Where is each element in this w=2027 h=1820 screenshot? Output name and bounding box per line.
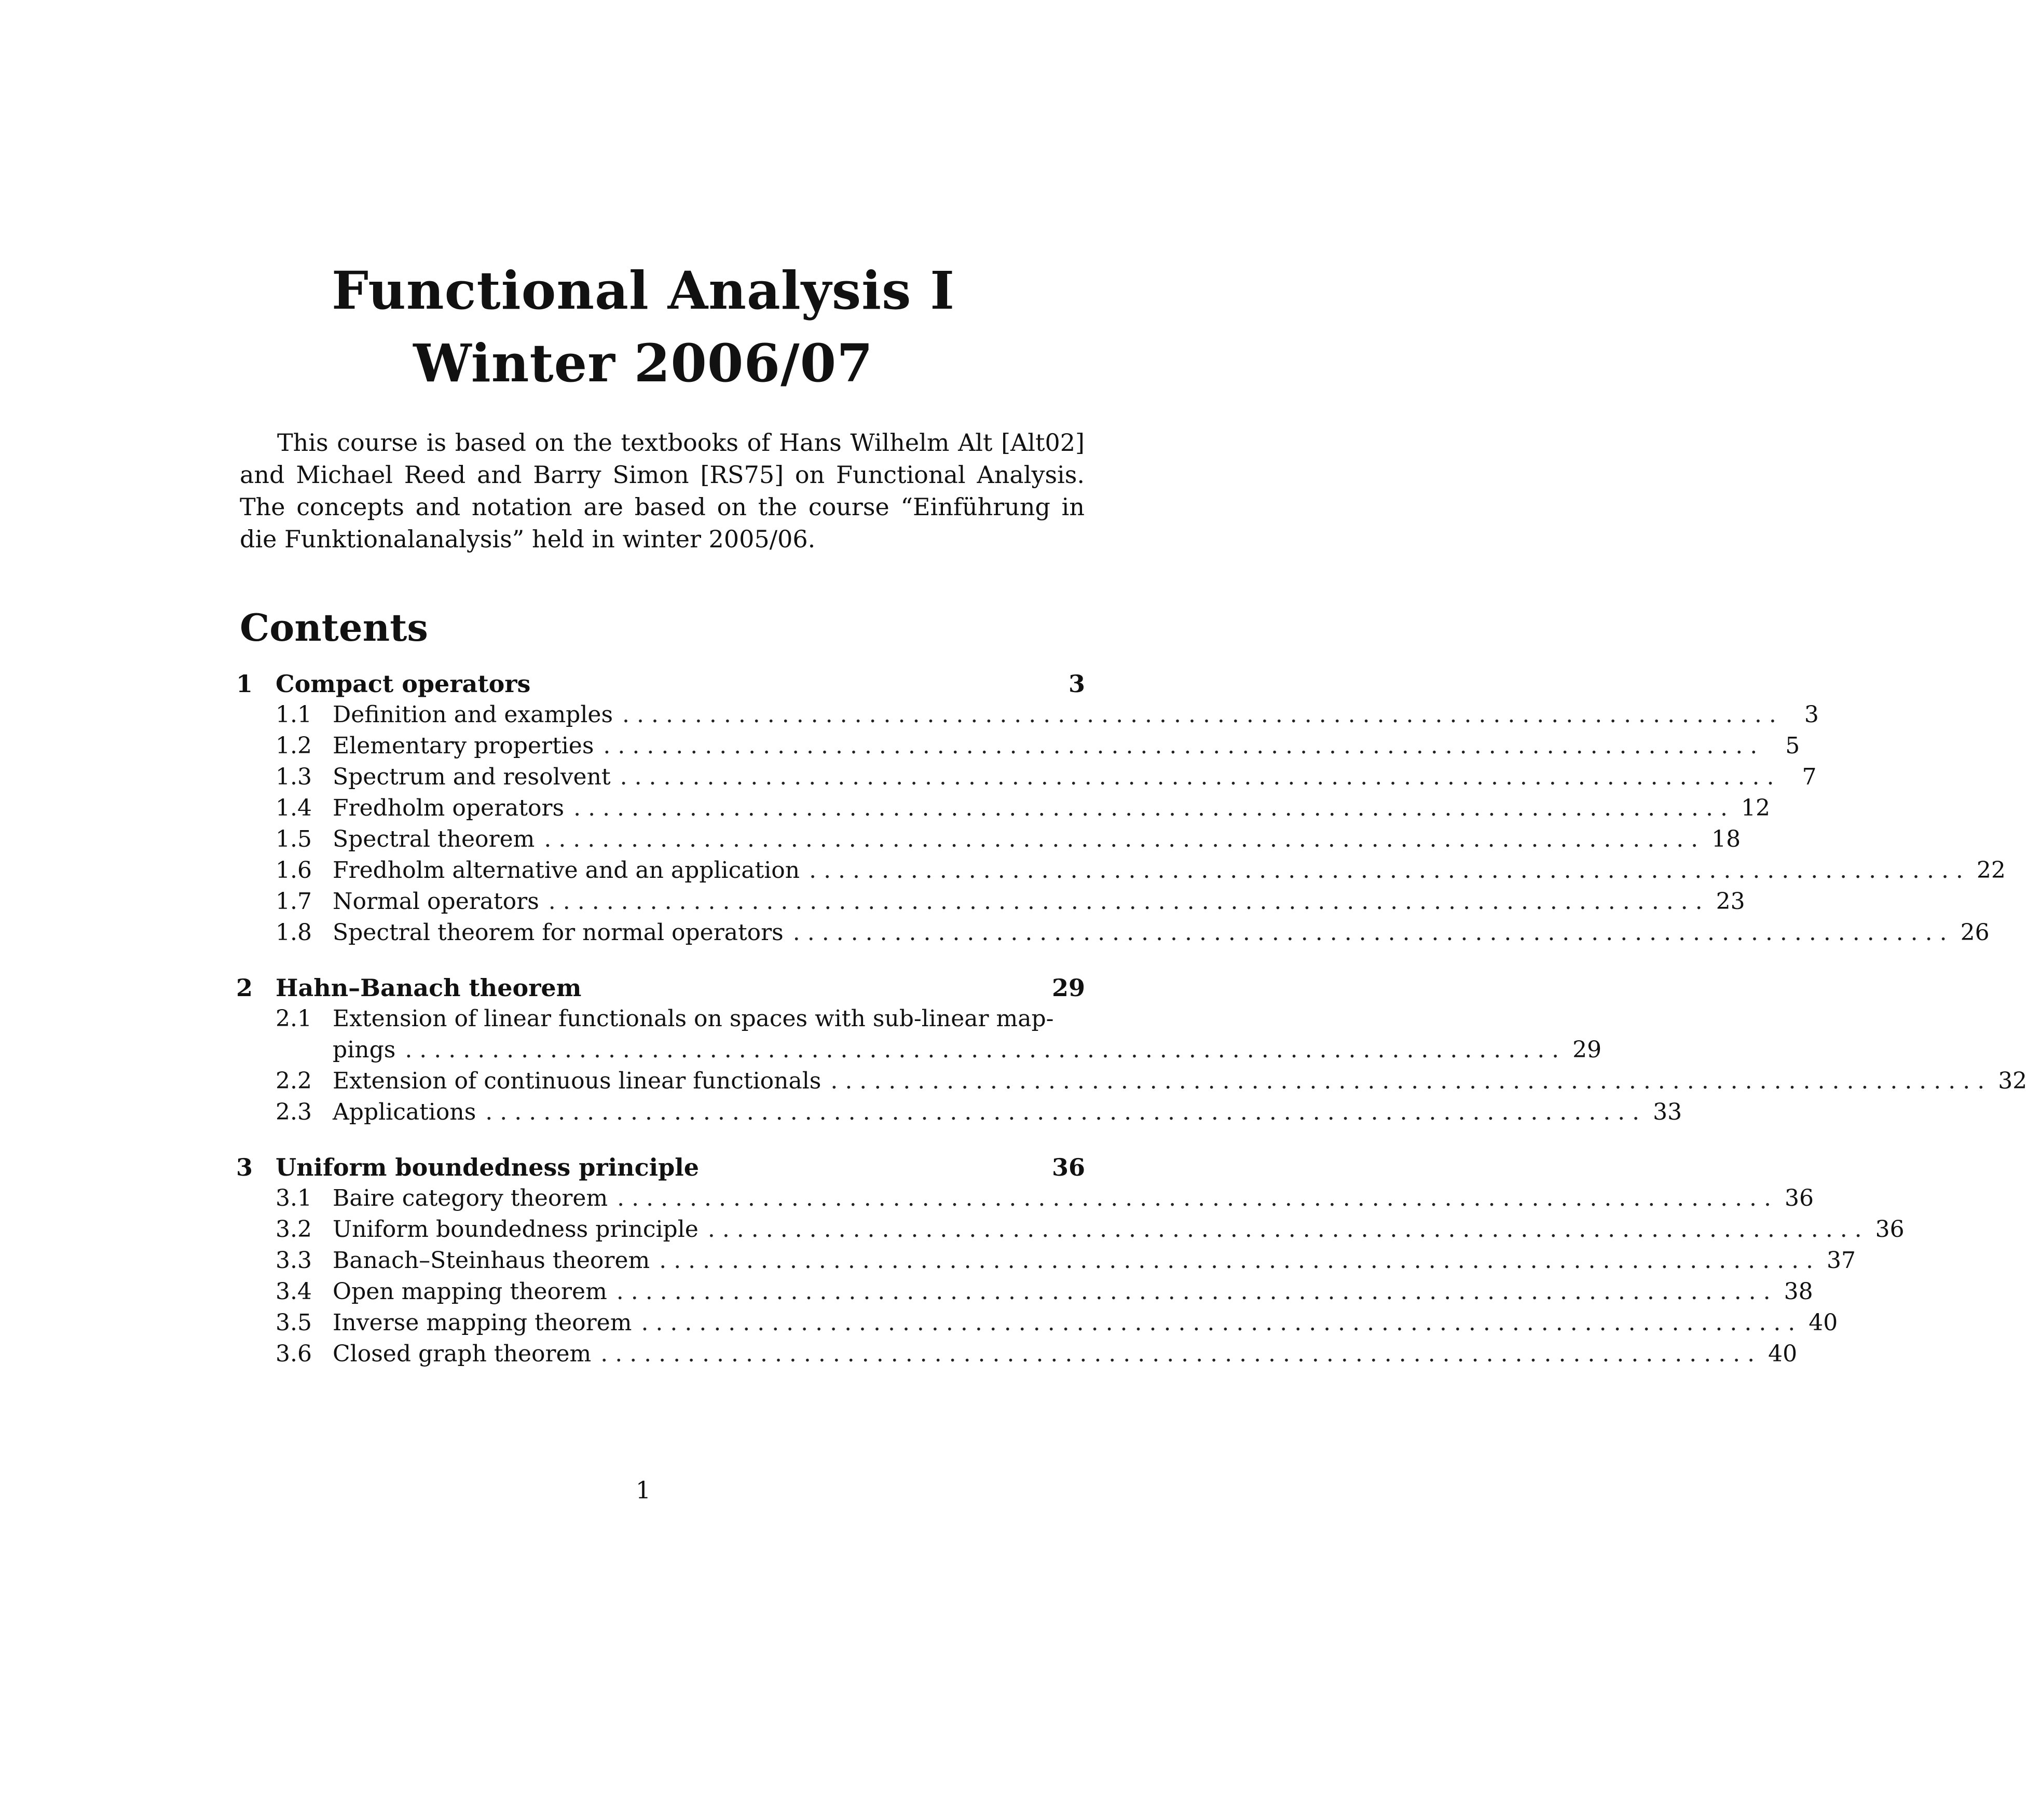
dot-leader: . . . . . . . . . . . . . . . . . . . . . . . . . . . . . . . . . . . . . . . . . . . . . . . . . . . . . . . . . . . . . . . . . . . . . . . . . . . . . . . . bbox=[830, 1068, 1985, 1094]
section-number: 1.7 bbox=[276, 888, 312, 915]
toc-section-row[interactable] bbox=[236, 1183, 1814, 1214]
section-title: Elementary properties bbox=[333, 733, 594, 759]
title-line-2: Winter 2006/07 bbox=[413, 333, 873, 394]
section-number: 1.1 bbox=[276, 701, 312, 728]
toc-section-row[interactable] bbox=[236, 793, 1770, 824]
toc-section-row[interactable] bbox=[236, 824, 1741, 855]
section-page: 7 bbox=[1802, 764, 1817, 790]
dot-leader: . . . . . . . . . . . . . . . . . . . . . . . . . . . . . . . . . . . . . . . . . . . . . . . . . . . . . . . . . . . . . . . . . . . . . . . . . . . . . . . . bbox=[622, 701, 1776, 728]
section-page: 18 bbox=[1711, 826, 1741, 852]
chapter-page: 29 bbox=[1051, 974, 1085, 1002]
toc-section-row[interactable] bbox=[236, 917, 1990, 948]
section-title: Fredholm alternative and an application bbox=[333, 857, 800, 884]
section-title: Normal operators bbox=[333, 888, 539, 915]
section-page: 5 bbox=[1785, 733, 1800, 759]
dot-leader: . . . . . . . . . . . . . . . . . . . . . . . . . . . . . . . . . . . . . . . . . . . . . . . . . . . . . . . . . . . . . . . . . . . . . . . . . . . . . . . . bbox=[620, 764, 1774, 790]
toc-chapter bbox=[236, 1152, 1905, 1370]
section-title: Applications bbox=[333, 1099, 476, 1125]
section-title: Baire category theorem bbox=[333, 1185, 608, 1211]
dot-leader: . . . . . . . . . . . . . . . . . . . . . . . . . . . . . . . . . . . . . . . . . . . . . . . . . . . . . . . . . . . . . . . . . . . . . . . . . . . . . . . . bbox=[600, 1341, 1755, 1367]
section-number: 3.1 bbox=[276, 1185, 312, 1211]
dot-leader: . . . . . . . . . . . . . . . . . . . . . . . . . . . . . . . . . . . . . . . . . . . . . . . . . . . . . . . . . . . . . . . . . . . . . . . . . . . . . . . . bbox=[573, 795, 1728, 821]
section-number: 1.6 bbox=[276, 857, 312, 884]
toc-section-row-wrapped[interactable] bbox=[236, 1003, 1085, 1035]
dot-leader: . . . . . . . . . . . . . . . . . . . . . . . . . . . . . . . . . . . . . . . . . . . . . . . . . . . . . . . . . . . . . . . . . . . . . . . . . . . . . . . . bbox=[603, 733, 1758, 759]
section-page: 36 bbox=[1785, 1185, 1814, 1211]
section-page: 26 bbox=[1960, 919, 1990, 946]
section-page: 40 bbox=[1768, 1341, 1798, 1367]
dot-leader: . . . . . . . . . . . . . . . . . . . . . . . . . . . . . . . . . . . . . . . . . . . . . . . . . . . . . . . . . . . . . . . . . . . . . . . . . . . . . . . . bbox=[405, 1037, 1559, 1063]
section-title: Banach–Steinhaus theorem bbox=[333, 1247, 650, 1274]
section-number: 3.4 bbox=[276, 1278, 312, 1305]
toc-section-row[interactable] bbox=[236, 1276, 1813, 1307]
section-title: pings bbox=[333, 1037, 396, 1063]
dot-leader: . . . . . . . . . . . . . . . . . . . . . . . . . . . . . . . . . . . . . . . . . . . . . . . . . . . . . . . . . . . . . . . . . . . . . . . . . . . . . . . . bbox=[641, 1309, 1796, 1336]
section-title: Open mapping theorem bbox=[333, 1278, 607, 1305]
toc-section-row[interactable] bbox=[236, 1339, 1798, 1370]
section-number: 3.2 bbox=[276, 1216, 312, 1243]
dot-leader: . . . . . . . . . . . . . . . . . . . . . . . . . . . . . . . . . . . . . . . . . . . . . . . . . . . . . . . . . . . . . . . . . . . . . . . . . . . . . . . . bbox=[617, 1185, 1771, 1211]
section-page: 33 bbox=[1653, 1099, 1682, 1125]
section-number: 3.3 bbox=[276, 1247, 312, 1274]
section-page: 32 bbox=[1998, 1068, 2027, 1094]
toc-section-row[interactable] bbox=[236, 762, 1817, 793]
toc-section-row[interactable] bbox=[236, 1066, 2027, 1097]
section-title: Inverse mapping theorem bbox=[333, 1309, 632, 1336]
abstract-paragraph: This course is based on the textbooks of Hans Wilhelm Alt [Alt02] and Michael Reed and Barry Simon [RS75] on Functional Analysis. The concepts and notation are based on the course “Einführung in die Funktionalanalysis” held in winter 2005/06. bbox=[240, 429, 1085, 553]
dot-leader: . . . . . . . . . . . . . . . . . . . . . . . . . . . . . . . . . . . . . . . . . . . . . . . . . . . . . . . . . . . . . . . . . . . . . . . . . . . . . . . . bbox=[544, 826, 1699, 852]
dot-leader: . . . . . . . . . . . . . . . . . . . . . . . . . . . . . . . . . . . . . . . . . . . . . . . . . . . . . . . . . . . . . . . . . . . . . . . . . . . . . . . . bbox=[548, 888, 1703, 915]
section-page: 40 bbox=[1809, 1309, 1838, 1336]
dot-leader: . . . . . . . . . . . . . . . . . . . . . . . . . . . . . . . . . . . . . . . . . . . . . . . . . . . . . . . . . . . . . . . . . . . . . . . . . . . . . . . . bbox=[616, 1278, 1771, 1305]
section-page: 3 bbox=[1804, 701, 1819, 728]
chapter-title: Uniform boundedness principle bbox=[276, 1153, 699, 1181]
section-title: Closed graph theorem bbox=[333, 1341, 592, 1367]
section-number: 1.3 bbox=[276, 764, 312, 790]
toc-chapter bbox=[236, 972, 2027, 1128]
dot-leader: . . . . . . . . . . . . . . . . . . . . . . . . . . . . . . . . . . . . . . . . . . . . . . . . . . . . . . . . . . . . . . . . . . . . . . . . . . . . . . . . bbox=[659, 1247, 1814, 1274]
toc-section-row[interactable] bbox=[236, 699, 1819, 730]
section-title: Uniform boundedness principle bbox=[333, 1216, 699, 1243]
section-number: 1.4 bbox=[276, 795, 312, 821]
section-title-line-1: Extension of linear functionals on spaces with sub-linear map- bbox=[333, 1005, 1054, 1032]
toc-chapter-row[interactable] bbox=[236, 668, 1085, 699]
section-title: Extension of continuous linear functionals bbox=[333, 1068, 821, 1094]
section-number: 1.8 bbox=[276, 919, 312, 946]
toc-section-row[interactable] bbox=[236, 730, 1800, 762]
section-number: 2.2 bbox=[276, 1068, 312, 1094]
page-number: 1 bbox=[635, 1476, 651, 1504]
dot-leader: . . . . . . . . . . . . . . . . . . . . . . . . . . . . . . . . . . . . . . . . . . . . . . . . . . . . . . . . . . . . . . . . . . . . . . . . . . . . . . . . bbox=[809, 857, 1963, 884]
toc-section-row[interactable] bbox=[236, 1214, 1905, 1245]
section-number: 2.1 bbox=[276, 1005, 312, 1032]
section-title: Spectral theorem for normal operators bbox=[333, 919, 784, 946]
toc-section-row-continued[interactable] bbox=[236, 1035, 1602, 1066]
chapter-number: 2 bbox=[236, 974, 253, 1002]
chapter-title: Compact operators bbox=[276, 670, 531, 698]
section-title: Definition and examples bbox=[333, 701, 613, 728]
section-number: 2.3 bbox=[276, 1099, 312, 1125]
table-of-contents bbox=[236, 668, 2027, 1394]
document-title bbox=[0, 254, 1286, 399]
toc-chapter-row[interactable] bbox=[236, 972, 1085, 1003]
section-number: 1.2 bbox=[276, 733, 312, 759]
section-title: Spectral theorem bbox=[333, 826, 535, 852]
chapter-page: 3 bbox=[1068, 670, 1085, 698]
chapter-title: Hahn–Banach theorem bbox=[276, 974, 582, 1002]
section-number: 3.5 bbox=[276, 1309, 312, 1336]
section-page: 22 bbox=[1976, 857, 2006, 884]
section-number: 1.5 bbox=[276, 826, 312, 852]
toc-section-row[interactable] bbox=[236, 855, 2006, 886]
section-page: 37 bbox=[1827, 1247, 1856, 1274]
section-page: 38 bbox=[1784, 1278, 1813, 1305]
toc-chapter bbox=[236, 668, 2006, 948]
chapter-number: 3 bbox=[236, 1153, 253, 1181]
section-page: 23 bbox=[1716, 888, 1745, 915]
toc-section-row[interactable] bbox=[236, 886, 1745, 917]
dot-leader: . . . . . . . . . . . . . . . . . . . . . . . . . . . . . . . . . . . . . . . . . . . . . . . . . . . . . . . . . . . . . . . . . . . . . . . . . . . . . . . . bbox=[792, 919, 1947, 946]
section-title: Spectrum and resolvent bbox=[333, 764, 611, 790]
contents-heading: Contents bbox=[240, 605, 428, 650]
title-line-1: Functional Analysis I bbox=[331, 260, 955, 321]
section-page: 12 bbox=[1741, 795, 1770, 821]
section-title: Fredholm operators bbox=[333, 795, 565, 821]
toc-chapter-row[interactable] bbox=[236, 1152, 1085, 1183]
toc-section-row[interactable] bbox=[236, 1307, 1838, 1339]
dot-leader: . . . . . . . . . . . . . . . . . . . . . . . . . . . . . . . . . . . . . . . . . . . . . . . . . . . . . . . . . . . . . . . . . . . . . . . . . . . . . . . . bbox=[485, 1099, 1640, 1125]
dot-leader: . . . . . . . . . . . . . . . . . . . . . . . . . . . . . . . . . . . . . . . . . . . . . . . . . . . . . . . . . . . . . . . . . . . . . . . . . . . . . . . . bbox=[707, 1216, 1862, 1243]
chapter-number: 1 bbox=[236, 670, 253, 698]
section-number: 3.6 bbox=[276, 1341, 312, 1367]
chapter-page: 36 bbox=[1051, 1153, 1085, 1181]
toc-section-row[interactable] bbox=[236, 1245, 1856, 1276]
section-page: 36 bbox=[1875, 1216, 1905, 1243]
section-page: 29 bbox=[1572, 1037, 1602, 1063]
toc-section-row[interactable] bbox=[236, 1097, 1682, 1128]
